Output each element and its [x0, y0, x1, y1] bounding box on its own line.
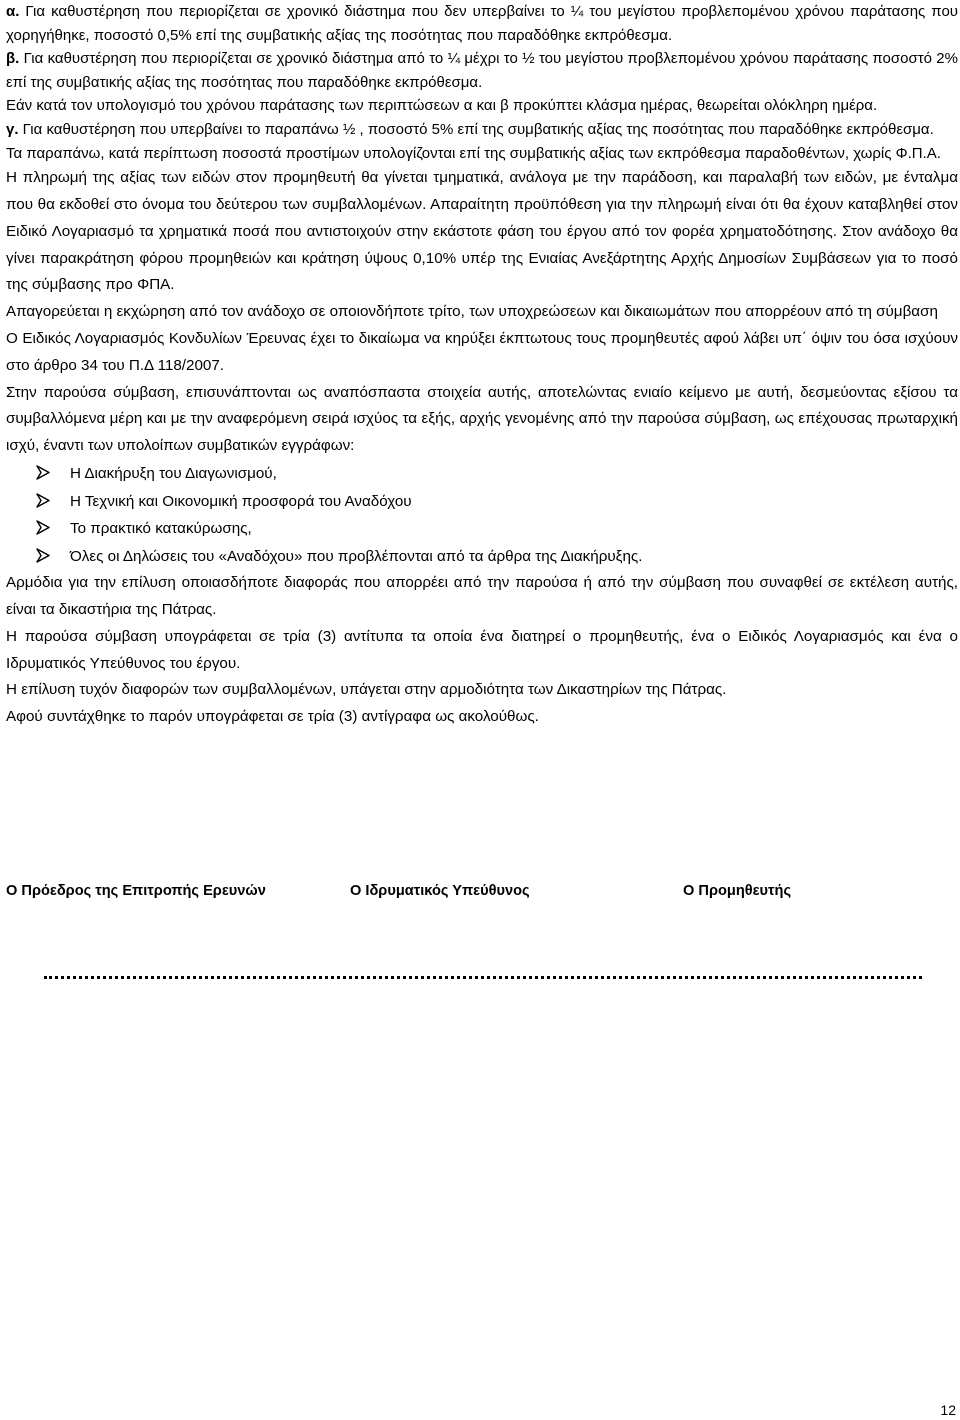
payment-paragraph: Η πληρωμή της αξίας των ειδών στον προμηθευτή θα γίνεται τμηματικά, ανάλογα με την παράδοση, και παραλαβή των ειδών, με ένταλμα που θα εκδοθεί στο όνομα του δεύτερου των συμβαλλομένων. Απαραίτητη προϋπόθεση για την πληρωμή είναι ότι θα έχουν καταβληθεί στον Ειδικό Λογαριασμό τα χρηματικά ποσά που αντιστοιχούν στην εκάστοτε φάση του έργου από τον φορέα χρηματοδότησης. Στον ανάδοχο θα γίνει παρακράτηση φόρου προμηθειών και κράτηση ύψους 0,10% υπέρ της Ενιαίας Ανεξάρτητης Αρχής Δημοσίων Συμβάσεων για το ποσό της σύμβασης προ ΦΠΑ. — [6, 169, 958, 294]
signature-dotted-line — [44, 970, 922, 979]
list-item — [6, 543, 958, 571]
list-item — [6, 488, 958, 516]
list-item-text: Όλες οι Δηλώσεις του «Αναδόχου» που προβλέπονται από τα άρθρα της Διακήρυξης. — [70, 547, 643, 565]
annex-paragraph: Στην παρούσα σύμβαση, επισυνάπτονται ως αναπόσπαστα στοιχεία αυτής, αποτελώντας ενιαίο κείμενο με αυτή, δεσμεύοντας εξίσου τα συμβαλλόμενα μέρη και με την αναφερόμενη σειρά ισχύος τα εξής, αρχής γενομένης από την παρούσα σύμβαση, ως επέχουσας πρωταρχική ισχύ, έναντι των υπολοίπων συμβατικών εγγράφων: — [6, 383, 958, 455]
arrow-bullet-icon — [36, 465, 50, 480]
clause-text: Για καθυστέρηση που περιορίζεται σε χρονικό διάστημα που δεν υπερβαίνει το ¼ του μεγίστου προβλεπομένου χρόνου παράτασης που χορηγήθηκε, ποσοστό 0,5% επί της συμβατικής αξίας της ποσότητας που παραδόθηκε εκπρόθεσμα. — [6, 3, 958, 44]
copies-paragraph: Η παρούσα σύμβαση υπογράφεται σε τρία (3) αντίτυπα τα οποία ένα διατηρεί ο προμηθευτής, ένα ο Ειδικός Λογαριασμός και ένα ο Ιδρυματικός Υπεύθυνος του έργου. — [6, 627, 958, 672]
list-item — [6, 460, 958, 488]
fraction-rule-paragraph: Εάν κατά τον υπολογισμό του χρόνου παράτασης των περιπτώσεων α και β προκύπτει κλάσμα ημέρας, θεωρείται ολόκληρη ημέρα. — [6, 97, 878, 115]
list-item-text: Το πρακτικό κατακύρωσης, — [70, 520, 252, 538]
page-number: 12 — [940, 1402, 956, 1418]
clause-alpha — [6, 0, 958, 47]
assignment-paragraph: Απαγορεύεται η εκχώρηση από τον ανάδοχο σε οποιονδήποτε τρίτο, των υποχρεώσεων και δικαιωμάτων που απορρέουν από τη σύμβαση — [6, 303, 938, 321]
signatory-committee-president: Ο Πρόεδρος της Επιτροπής Ερευνών — [6, 883, 266, 899]
signatory-institutional-officer: Ο Ιδρυματικός Υπεύθυνος — [350, 883, 530, 899]
clause-text: Για καθυστέρηση που περιορίζεται σε χρονικό διάστημα από το ¼ μέχρι το ½ του μεγίστου προβλεπομένου χρόνου παράτασης ποσοστό 2% επί της συμβατικής αξίας της ποσότητας που παραδόθηκε εκπρόθεσμα. — [6, 50, 958, 91]
clause-text: Για καθυστέρηση που υπερβαίνει το παραπάνω ½ , ποσοστό 5% επί της συμβατικής αξίας της ποσότητας που παραδόθηκε εκπρόθεσμα. — [18, 120, 934, 138]
arrow-bullet-icon — [36, 548, 50, 563]
list-item-text: Η Τεχνική και Οικονομική προσφορά του Αναδόχου — [70, 492, 412, 510]
forfeiture-paragraph: Ο Ειδικός Λογαριασμός Κονδυλίων Έρευνας έχει το δικαίωμα να κηρύξει έκπτωτους τους προμηθευτές αφού λάβει υπ΄ όψιν του όσα ισχύουν στο άρθρο 34 του Π.Δ 118/2007. — [6, 329, 958, 374]
list-item — [6, 515, 958, 543]
clause-beta — [6, 47, 958, 94]
disputes-paragraph: Η επίλυση τυχόν διαφορών των συμβαλλομένων, υπάγεται στην αρμοδιότητα των Δικαστηρίων της Πάτρας. — [6, 681, 727, 699]
jurisdiction-paragraph: Αρμόδια για την επίλυση οποιασδήποτε διαφοράς που απορρέει από την παρούσα ή από την σύμβαση που συναφθεί σε εκτέλεση αυτής, είναι τα δικαστήρια της Πάτρας. — [6, 574, 958, 619]
annex-list — [6, 460, 958, 570]
penalties-paragraph: Τα παραπάνω, κατά περίπτωση ποσοστά προστίμων υπολογίζονται επί της συμβατικής αξίας των εκπρόθεσμα παραδοθέντων, χωρίς Φ.Π.Α. — [6, 144, 941, 162]
document-page — [6, 0, 958, 731]
signatory-supplier: Ο Προμηθευτής — [683, 883, 792, 899]
closing-paragraph: Αφού συντάχθηκε το παρόν υπογράφεται σε τρία (3) αντίγραφα ως ακολούθως. — [6, 708, 539, 726]
clause-marker: α. — [6, 3, 20, 20]
arrow-bullet-icon — [36, 493, 50, 508]
clause-marker: β. — [6, 50, 20, 68]
clause-marker: γ. — [6, 120, 19, 138]
clause-gamma — [6, 118, 958, 142]
list-item-text: Η Διακήρυξη του Διαγωνισμού, — [70, 464, 277, 482]
arrow-bullet-icon — [36, 520, 50, 535]
